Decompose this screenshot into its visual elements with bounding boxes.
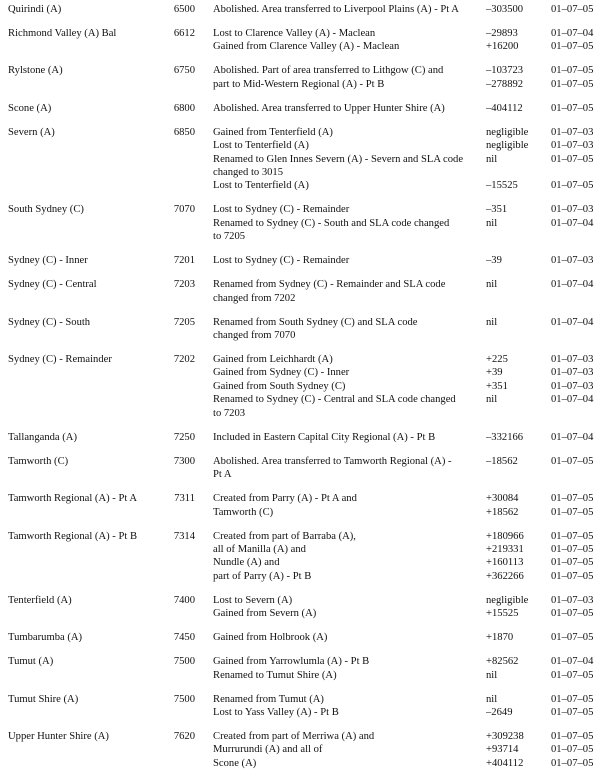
area-name: Sydney (C) - Inner (8, 255, 88, 267)
area-name: Sydney (C) - Central (8, 279, 97, 291)
change-description: Lost to Yass Valley (A) - Pt B (213, 706, 339, 718)
table-row (8, 693, 605, 720)
adjustment-value (486, 329, 551, 342)
change-description: Lost to Severn (A) (213, 594, 293, 606)
adjustment-value: nil (486, 217, 498, 229)
table-row (8, 27, 605, 54)
change-description: Abolished. Part of area transferred to Lithgow (C) and (213, 65, 444, 77)
adjustment-value: –303500 (486, 4, 524, 15)
table-row (8, 203, 605, 243)
area-code: 7620 (173, 730, 195, 742)
area-code: 7070 (173, 204, 195, 216)
table-row (8, 594, 605, 621)
table-row (8, 3, 605, 16)
effective-date: 01–07–05 (551, 693, 594, 705)
area-name: Tenterfield (A) (8, 594, 72, 606)
area-code: 7500 (173, 656, 195, 668)
change-description: Gained from Clarence Valley (A) - Maclean (213, 41, 400, 53)
change-entry (213, 631, 597, 644)
table-row (8, 492, 605, 519)
change-description: Renamed from Sydney (C) - Remainder and SLA code (213, 279, 446, 291)
change-lines (213, 492, 597, 519)
table-row (8, 455, 605, 482)
change-description: Scone (A) (213, 757, 257, 769)
change-entry (213, 292, 597, 305)
effective-date: 01–07–05 (551, 543, 594, 555)
adjustment-value: –103723 (486, 65, 524, 77)
area-code: 7250 (173, 431, 195, 443)
area-code: 7500 (173, 693, 195, 705)
adjustment-value: +362266 (486, 570, 524, 582)
change-lines (213, 278, 597, 305)
effective-date: 01–07–05 (551, 744, 594, 756)
table-row (8, 631, 605, 644)
change-entry (213, 492, 597, 505)
effective-date: 01–07–03 (551, 594, 594, 606)
change-description: Gained from Holbrook (A) (213, 632, 328, 644)
change-lines (213, 353, 597, 420)
change-description: Created from part of Barraba (A), (213, 530, 356, 542)
effective-date: 01–07–05 (551, 493, 594, 505)
change-lines (213, 631, 597, 644)
effective-date: 01–07–05 (551, 41, 594, 53)
area-code: 7300 (173, 455, 195, 467)
area-name: Quirindi (A) (8, 4, 62, 15)
adjustment-value: +82562 (486, 656, 519, 668)
area-name: Upper Hunter Shire (A) (8, 730, 109, 742)
effective-date: 01–07–04 (551, 656, 594, 668)
change-description: Lost to Sydney (C) - Remainder (213, 204, 350, 216)
change-description: Renamed to Tumut Shire (A) (213, 669, 337, 681)
effective-date: 01–07–04 (551, 431, 594, 443)
change-entry (213, 669, 597, 682)
change-description: Renamed from South Sydney (C) and SLA code (213, 316, 418, 328)
change-description: Gained from Tenterfield (A) (213, 126, 333, 138)
change-entry (213, 139, 597, 152)
change-entry (213, 455, 597, 468)
change-entry (213, 380, 597, 393)
effective-date: 01–07–04 (551, 217, 594, 229)
effective-date: 01–07–03 (551, 140, 594, 152)
change-lines (213, 693, 597, 720)
adjustment-value (486, 166, 551, 179)
adjustment-value: +15525 (486, 608, 519, 620)
area-code: 7314 (173, 530, 195, 542)
area-code: 7203 (173, 279, 195, 291)
adjustment-value: negligible (486, 140, 529, 152)
change-entry (213, 217, 597, 230)
change-description: part of Parry (A) - Pt B (213, 570, 312, 582)
adjustment-value: +351 (486, 380, 508, 392)
change-entry (213, 153, 597, 166)
area-name: Rylstone (A) (8, 65, 63, 77)
sla-changes-table (8, 3, 605, 770)
change-entry (213, 78, 597, 91)
adjustment-value: nil (486, 693, 498, 705)
area-code: 7450 (173, 632, 195, 644)
area-code: 6612 (173, 28, 195, 39)
adjustment-value: –2649 (486, 706, 513, 718)
change-lines (213, 730, 597, 770)
effective-date: 01–07–05 (551, 153, 594, 165)
change-lines (213, 203, 597, 243)
adjustment-value: –29893 (486, 28, 518, 39)
adjustment-value: –15525 (486, 180, 518, 192)
change-entry (213, 530, 597, 543)
change-description: Gained from Severn (A) (213, 608, 317, 620)
table-row (8, 316, 605, 343)
area-name: Tallanganda (A) (8, 431, 77, 443)
change-lines (213, 3, 597, 16)
adjustment-value: nil (486, 669, 498, 681)
change-description: Renamed to Sydney (C) - Central and SLA code changed (213, 394, 456, 406)
effective-date: 01–07–03 (551, 204, 594, 216)
adjustment-value: +225 (486, 354, 508, 366)
table-row (8, 126, 605, 193)
area-name: Tumut Shire (A) (8, 693, 79, 705)
change-entry (213, 366, 597, 379)
change-entry (213, 743, 597, 756)
change-entry (213, 102, 597, 115)
area-name: South Sydney (C) (8, 204, 84, 216)
effective-date: 01–07–05 (551, 757, 594, 769)
area-name: Scone (A) (8, 102, 52, 114)
adjustment-value: –351 (486, 204, 508, 216)
effective-date: 01–07–05 (551, 669, 594, 681)
change-lines (213, 316, 597, 343)
change-entry (213, 706, 597, 719)
area-code: 6500 (173, 4, 195, 15)
adjustment-value: +1870 (486, 632, 514, 644)
adjustment-value: +309238 (486, 730, 524, 742)
change-lines (213, 530, 597, 584)
change-description: Gained from South Sydney (C) (213, 380, 346, 392)
change-description: Created from Parry (A) - Pt A and (213, 493, 357, 505)
area-code: 6850 (173, 126, 195, 138)
change-entry (213, 40, 597, 53)
change-entry (213, 64, 597, 77)
table-row (8, 431, 605, 444)
change-lines (213, 254, 597, 267)
adjustment-value: +93714 (486, 744, 519, 756)
change-lines (213, 594, 597, 621)
change-entry (213, 203, 597, 216)
effective-date: 01–07–03 (551, 380, 594, 392)
adjustment-value: +30084 (486, 493, 519, 505)
area-code: 7202 (173, 354, 195, 366)
change-entry (213, 693, 597, 706)
adjustment-value (486, 292, 551, 305)
change-entry (213, 353, 597, 366)
effective-date: 01–07–05 (551, 506, 594, 518)
area-name: Tamworth (C) (8, 455, 69, 467)
adjustment-value: –18562 (486, 455, 518, 467)
change-entry (213, 407, 597, 420)
effective-date: 01–07–05 (551, 530, 594, 542)
effective-date: 01–07–03 (551, 126, 594, 138)
table-row (8, 278, 605, 305)
effective-date: 01–07–03 (551, 367, 594, 379)
change-description: changed from 7070 (213, 330, 296, 342)
change-lines (213, 64, 597, 91)
change-description: Created from part of Merriwa (A) and (213, 730, 375, 742)
adjustment-value: –278892 (486, 78, 524, 90)
change-entry (213, 570, 597, 583)
change-entry (213, 431, 597, 444)
change-description: Abolished. Area transferred to Tamworth Regional (A) - (213, 455, 452, 467)
area-name: Severn (A) (8, 126, 55, 138)
change-description: all of Manilla (A) and (213, 543, 306, 555)
adjustment-value: –404112 (486, 102, 523, 114)
change-entry (213, 607, 597, 620)
change-entry (213, 556, 597, 569)
change-description: Included in Eastern Capital City Regional (A) - Pt B (213, 431, 436, 443)
change-description: Renamed to Glen Innes Severn (A) - Severn and SLA code (213, 153, 464, 165)
change-entry (213, 278, 597, 291)
change-lines (213, 655, 597, 682)
change-description: Gained from Leichhardt (A) (213, 354, 333, 366)
area-code: 7311 (174, 493, 195, 505)
adjustment-value: nil (486, 316, 498, 328)
change-description: Gained from Sydney (C) - Inner (213, 367, 350, 379)
effective-date: 01–07–05 (551, 608, 594, 620)
change-entry (213, 594, 597, 607)
change-description: Nundle (A) and (213, 557, 280, 569)
change-entry (213, 3, 597, 16)
adjustment-value (486, 468, 551, 481)
change-lines (213, 102, 597, 115)
change-entry (213, 126, 597, 139)
area-name: Tumbarumba (A) (8, 632, 83, 644)
effective-date: 01–07–05 (551, 730, 594, 742)
effective-date: 01–07–05 (551, 180, 594, 192)
change-description: Abolished. Area transferred to Upper Hunter Shire (A) (213, 102, 445, 114)
change-description: part to Mid-Western Regional (A) - Pt B (213, 78, 385, 90)
adjustment-value: +18562 (486, 506, 519, 518)
change-lines (213, 126, 597, 193)
effective-date: 01–07–05 (551, 632, 594, 644)
adjustment-value (486, 230, 551, 243)
effective-date: 01–07–03 (551, 255, 594, 267)
change-description: Lost to Clarence Valley (A) - Maclean (213, 28, 376, 39)
change-entry (213, 543, 597, 556)
effective-date: 01–07–05 (551, 455, 594, 467)
area-code: 7201 (173, 255, 195, 267)
change-description: changed to 3015 (213, 167, 284, 179)
area-name: Tamworth Regional (A) - Pt B (8, 530, 138, 542)
effective-date: 01–07–05 (551, 570, 594, 582)
area-name: Tamworth Regional (A) - Pt A (8, 493, 138, 505)
effective-date: 01–07–05 (551, 706, 594, 718)
area-code: 6800 (173, 102, 195, 114)
change-entry (213, 730, 597, 743)
table-row (8, 530, 605, 584)
change-entry (213, 655, 597, 668)
area-code: 7400 (173, 594, 195, 606)
effective-date: 01–07–04 (551, 394, 594, 406)
change-description: Tamworth (C) (213, 506, 274, 518)
area-name: Sydney (C) - Remainder (8, 354, 112, 366)
adjustment-value: negligible (486, 126, 529, 138)
area-name: Richmond Valley (A) Bal (8, 28, 117, 39)
change-entry (213, 468, 597, 481)
change-description: Murrurundi (A) and all of (213, 744, 323, 756)
change-description: Pt A (213, 469, 232, 481)
change-description: Lost to Tenterfield (A) (213, 140, 309, 152)
table-row (8, 730, 605, 770)
effective-date: 01–07–05 (551, 102, 594, 114)
effective-date: 01–07–04 (551, 316, 594, 328)
adjustment-value: nil (486, 153, 498, 165)
change-description: Renamed from Tumut (A) (213, 693, 324, 705)
change-description: to 7203 (213, 407, 246, 419)
change-entry (213, 230, 597, 243)
change-entry (213, 316, 597, 329)
change-entry (213, 179, 597, 192)
change-entry (213, 254, 597, 267)
change-entry (213, 393, 597, 406)
adjustment-value: +180966 (486, 530, 524, 542)
table-row (8, 353, 605, 420)
adjustment-value (486, 407, 551, 420)
change-entry (213, 329, 597, 342)
table-row (8, 254, 605, 267)
change-entry (213, 757, 597, 770)
adjustment-value: –39 (486, 255, 502, 267)
change-description: Gained from Yarrowlumla (A) - Pt B (213, 656, 370, 668)
effective-date: 01–07–05 (551, 78, 594, 90)
area-code: 7205 (173, 316, 195, 328)
change-entry (213, 166, 597, 179)
adjustment-value: nil (486, 279, 498, 291)
change-lines (213, 431, 597, 444)
adjustment-value: +404112 (486, 757, 524, 769)
table-row (8, 64, 605, 91)
change-description: Abolished. Area transferred to Liverpool Plains (A) - Pt A (213, 4, 459, 15)
effective-date: 01–07–05 (551, 65, 594, 77)
change-description: to 7205 (213, 231, 246, 243)
adjustment-value: +16200 (486, 41, 519, 53)
adjustment-value: +39 (486, 367, 503, 379)
change-description: Lost to Sydney (C) - Remainder (213, 255, 350, 267)
change-entry (213, 506, 597, 519)
area-name: Sydney (C) - South (8, 316, 91, 328)
effective-date: 01–07–05 (551, 557, 594, 569)
change-lines (213, 455, 597, 482)
adjustment-value: +160113 (486, 557, 524, 569)
table-row (8, 655, 605, 682)
effective-date: 01–07–03 (551, 354, 594, 366)
adjustment-value: negligible (486, 594, 529, 606)
change-entry (213, 27, 597, 40)
effective-date: 01–07–04 (551, 279, 594, 291)
area-code: 6750 (173, 65, 195, 77)
area-name: Tumut (A) (8, 656, 54, 668)
table-row (8, 102, 605, 115)
effective-date: 01–07–04 (551, 28, 594, 39)
adjustment-value: –332166 (486, 431, 524, 443)
adjustment-value: +219331 (486, 543, 524, 555)
change-description: changed from 7202 (213, 292, 296, 304)
effective-date: 01–07–05 (551, 4, 594, 15)
change-description: Renamed to Sydney (C) - South and SLA code changed (213, 217, 450, 229)
change-description: Lost to Tenterfield (A) (213, 180, 309, 192)
adjustment-value: nil (486, 394, 498, 406)
change-lines (213, 27, 597, 54)
